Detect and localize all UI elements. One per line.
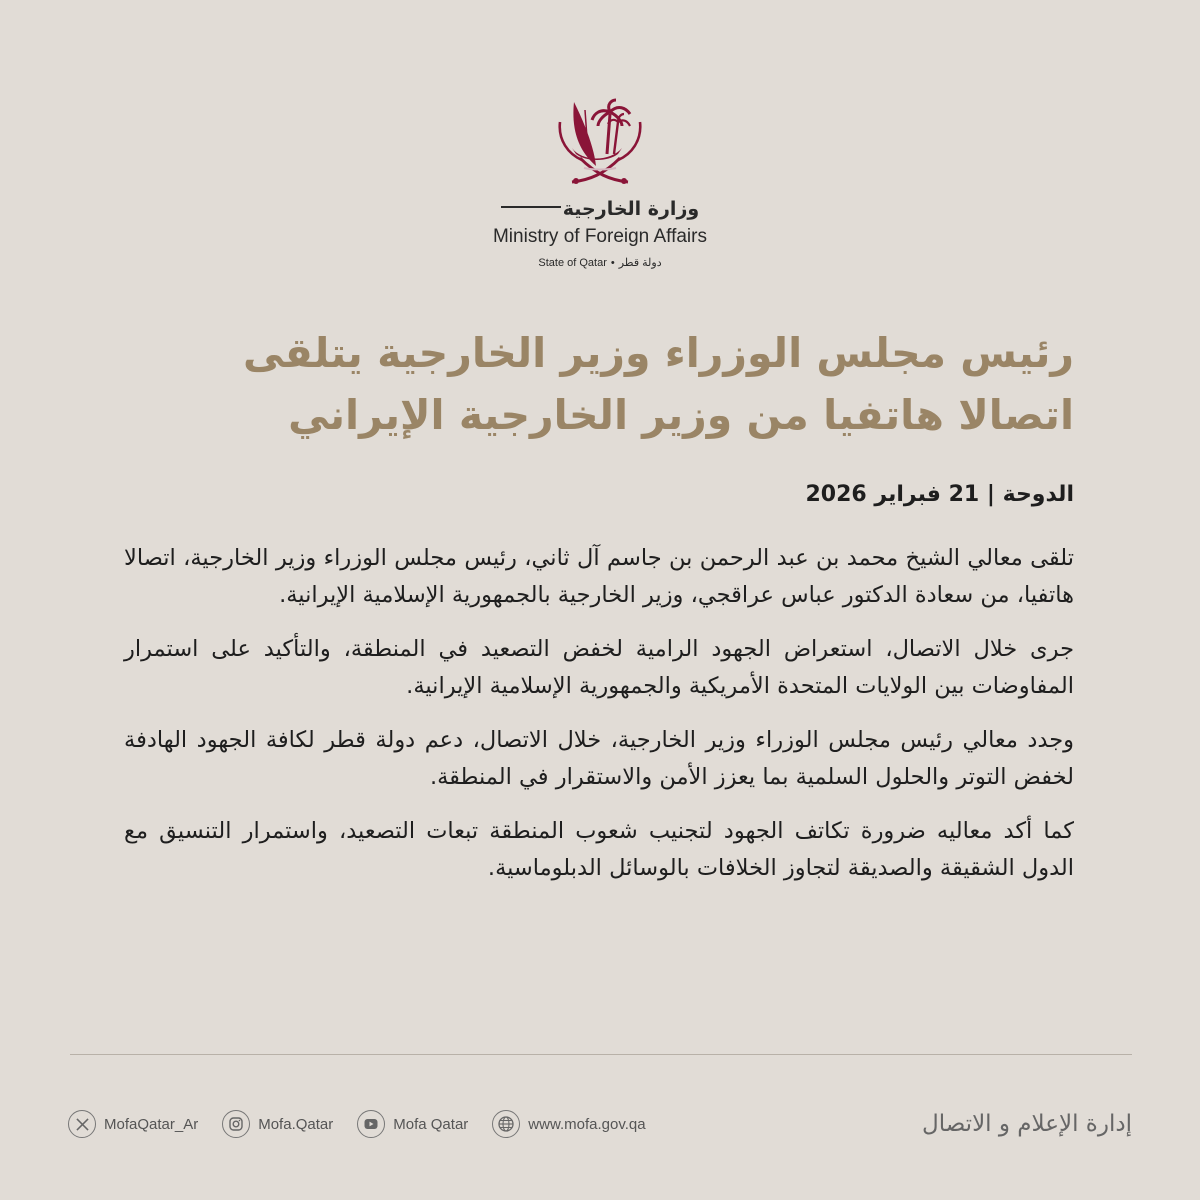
qatar-emblem-icon — [552, 92, 648, 188]
article-body — [124, 540, 1074, 904]
website-url: www.mofa.gov.qa — [528, 1115, 646, 1133]
website-link[interactable] — [492, 1110, 645, 1138]
headline-line-2: اتصالا هاتفيا من وزير الخارجية الإيراني — [288, 391, 1074, 439]
paragraph-3: وجدد معالي رئيس مجلس الوزراء وزير الخارجية، خلال الاتصال، دعم دولة قطر لكافة الجهود الهادفة لخفض التوتر والحلول السلمية بما يعزز الأمن والاستقرار في المنطقة. — [124, 727, 1074, 790]
x-handle: MofaQatar_Ar — [104, 1115, 199, 1133]
social-x-link[interactable] — [68, 1110, 198, 1138]
social-links — [68, 1104, 646, 1144]
headline — [114, 322, 1074, 446]
instagram-icon — [222, 1110, 250, 1138]
headline-line-1: رئيس مجلس الوزراء وزير الخارجية يتلقى — [242, 329, 1074, 377]
instagram-handle: Mofa.Qatar — [258, 1115, 334, 1133]
paragraph-1: تلقى معالي الشيخ محمد بن عبد الرحمن بن جاسم آل ثاني، رئيس مجلس الوزراء وزير الخارجية، اتصالا هاتفيا، من سعادة الدكتور عباس عراقجي، وزير الخارجية بالجمهورية الإسلامية الإيرانية. — [124, 545, 1074, 608]
dateline: الدوحة | 21 فبراير 2026 — [805, 482, 1074, 507]
social-instagram-link[interactable] — [222, 1110, 333, 1138]
social-youtube-link[interactable] — [357, 1110, 468, 1138]
paragraph-2: جرى خلال الاتصال، استعراض الجهود الرامية لخفض التصعيد في المنطقة، والتأكيد على استمرار المفاوضات بين الولايات المتحدة الأمريكية والجمهورية الإسلامية الإيرانية. — [124, 636, 1074, 699]
youtube-icon — [357, 1110, 385, 1138]
footer-divider — [70, 1054, 1132, 1055]
globe-icon — [492, 1110, 520, 1138]
x-icon — [68, 1110, 96, 1138]
state-label: State of Qatar • دولة قطر — [538, 257, 662, 269]
department-name: إدارة الإعلام و الاتصال — [922, 1111, 1132, 1137]
youtube-handle: Mofa Qatar — [393, 1115, 469, 1133]
ministry-name-english: Ministry of Foreign Affairs — [492, 226, 707, 247]
ministry-name-arabic: وزارة الخارجية — [0, 198, 1200, 220]
paragraph-4: كما أكد معاليه ضرورة تكاتف الجهود لتجنيب شعوب المنطقة تبعات التصعيد، واستمرار التنسيق مع الدول الشقيقة والصديقة لتجاوز الخلافات بالوسائل الدبلوماسية. — [124, 818, 1074, 881]
